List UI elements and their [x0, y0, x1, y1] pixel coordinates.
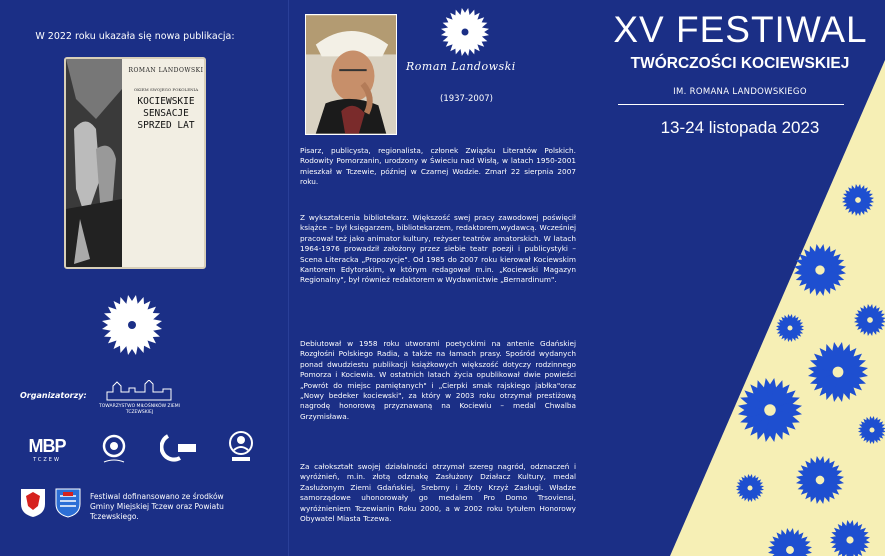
cover-panel — [590, 0, 885, 556]
cornflower-logo-icon — [437, 7, 493, 57]
publication-intro: W 2022 roku ukazała się nowa publikacja: — [35, 31, 235, 42]
funding-note: Festiwal dofinansowano ze środków Gminy Miejskiej Tczew oraz Powiatu Tczewskiego. — [90, 492, 224, 521]
book-cover — [64, 57, 206, 269]
mbp-subtext: TCZEW — [33, 457, 61, 463]
cultural-center-logo — [160, 432, 200, 464]
book-cover-illustration — [66, 59, 122, 269]
bio-paragraph: Za całokształt swojej działalności otrzymał szereg nagród, odznaczeń i wyróżnień, m.in. złotą odznakę Zasłużony Działacz Kultury, medal Zasłużonym Ziemi Gdańskiej, Srebrny i Złoty Krzyż Zasługi. Władze samorządowe uhonorowały go medalem Pro Domo Trsoviensi, wyróżnieniem Tczewianin Roku 2000, a w 2002 roku tytułem Honorowy Obywatel Miasta Tczewa. — [300, 462, 576, 524]
mbp-text: MBP — [28, 436, 66, 456]
tczew-museum-caption: TOWARZYSTWO MIŁOŚNIKÓW ZIEMI TCZEWSKIEJ — [99, 404, 180, 415]
bio-paragraph: Z wykształcenia bibliotekarz. Większość swej pracy zawodowej poświęcił książce – był księgarzem, bibliotekarzem, redaktorem,wydawcą. Wcześniej pracował też jako animator kultury, reżyser teatrów amatorskich. W latach 1964-1976 prowadził założony przez siebie teatr poezji i publicystyki – Scena Literacka „Propozycje". Od 1985 do 2007 roku kierował Kociewskim Kantorem Edytorskim, w którym redagował m.in. „Kociewski Magazyn Regionalny", był również redaktorem w Wydawnictwie „Bernardinum". — [300, 213, 576, 285]
book-author: ROMAN LANDOWSKI — [128, 67, 204, 74]
festival-patron: IM. ROMANA LANDOWSKIEGO — [673, 87, 807, 97]
book-series: OKIEM SWOJEGO POKOLENIA — [133, 87, 199, 92]
author-signature: Roman Landowski — [406, 60, 516, 73]
festival-subtitle: TWÓRCZOŚCI KOCIEWSKIEJ — [630, 55, 850, 72]
festival-dates: 13-24 listopada 2023 — [660, 118, 820, 137]
cornflower-logo-icon — [97, 294, 167, 356]
kociewie-logo — [98, 432, 130, 466]
title-divider — [618, 104, 844, 105]
pomorskie-coat-of-arms-icon — [20, 488, 46, 518]
author-lifespan: (1937-2007) — [440, 94, 493, 104]
tczew-coat-of-arms-icon — [55, 488, 81, 518]
bio-paragraph: Debiutował w 1958 roku utworami poetyckimi na antenie Gdańskiej Rozgłośni Polskiego Radia, a także na łamach prasy. Spośród wydanych ponad dwudziestu publikacji książkowych większość dotyczy rodzinnego Pomorza i Kociewia. W ostatnich latach życia opublikował dwie powieści „Powrót do miejsc pamiętanych" i „Cierpki smak rajskiego jabłka"oraz „Nowy bedeker kociewski", za który w 2003 roku otrzymał prestiżową nagrodę honorową przyznawaną na Kociewiu – medal Chwalba Grzymisława. — [300, 339, 576, 421]
book-title — [124, 96, 206, 132]
bio-paragraph: Pisarz, publicysta, regionalista, członek Związku Literatów Polskich. Rodowity Pomorzanin, urodzony w Świeciu nad Wisłą, w latach 1950-2001 mieszkał w Tczewie, później w Czarnej Wodzie. Zmarł 22 sierpnia 2007 roku. — [300, 146, 576, 187]
book-title-line: SPRZED LAT — [137, 120, 195, 131]
book-title-line: KOCIEWSKIE — [137, 96, 195, 107]
town-skyline-icon — [105, 380, 175, 402]
book-title-line: SENSACJE — [143, 108, 189, 119]
organizers-label: Organizatorzy: — [20, 391, 87, 400]
society-logo — [228, 430, 254, 464]
author-portrait — [305, 14, 397, 135]
mbp-tczew-logo — [22, 436, 72, 463]
cover-background — [590, 0, 885, 556]
festival-title: XV FESTIWAL — [613, 9, 868, 50]
tczew-museum-logo — [92, 380, 187, 416]
